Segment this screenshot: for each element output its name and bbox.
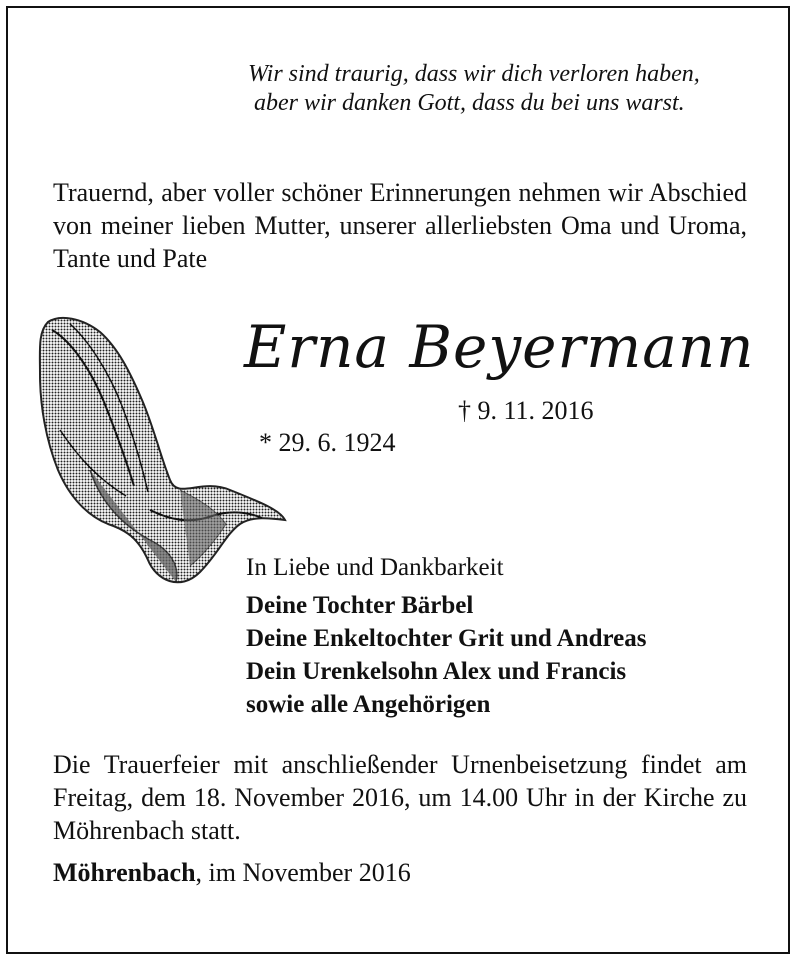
mourner-line: Deine Enkeltochter Grit und Andreas [246, 625, 647, 652]
place-date [53, 857, 411, 889]
death-date: † 9. 11. 2016 [458, 396, 594, 425]
place-date-text: , im November 2016 [195, 858, 411, 887]
mourner-line: Dein Urenkelsohn Alex und Francis [246, 658, 627, 685]
life-dates [246, 395, 594, 491]
mourner-line: sowie alle Angehörigen [246, 691, 491, 718]
motto-line: Wir sind traurig, dass wir dich verloren haben, [248, 61, 700, 87]
birth-date: * 29. 6. 1924 [259, 428, 396, 457]
place-town: Möhrenbach [53, 858, 196, 887]
mourners-list [246, 589, 647, 721]
motto-line: aber wir danken Gott, dass du bei uns warst. [254, 90, 685, 116]
service-info: Die Trauerfeier mit anschließender Urnenbeisetzung findet am Freitag, dem 18. November 2016, um 14.00 Uhr in der Kirche zu Möhrenbach statt. [53, 750, 747, 845]
mourners-intro: In Liebe und Dankbarkeit [246, 554, 504, 581]
mourner-line: Deine Tochter Bärbel [246, 592, 474, 619]
intro-text: Trauernd, aber voller schöner Erinnerungen nehmen wir Abschied von meiner lieben Mutter, unserer allerliebsten Oma und Uroma, Tante und Pate [53, 178, 747, 273]
motto-quote [248, 60, 748, 118]
deceased-name: Erna Beyermann [244, 313, 755, 381]
